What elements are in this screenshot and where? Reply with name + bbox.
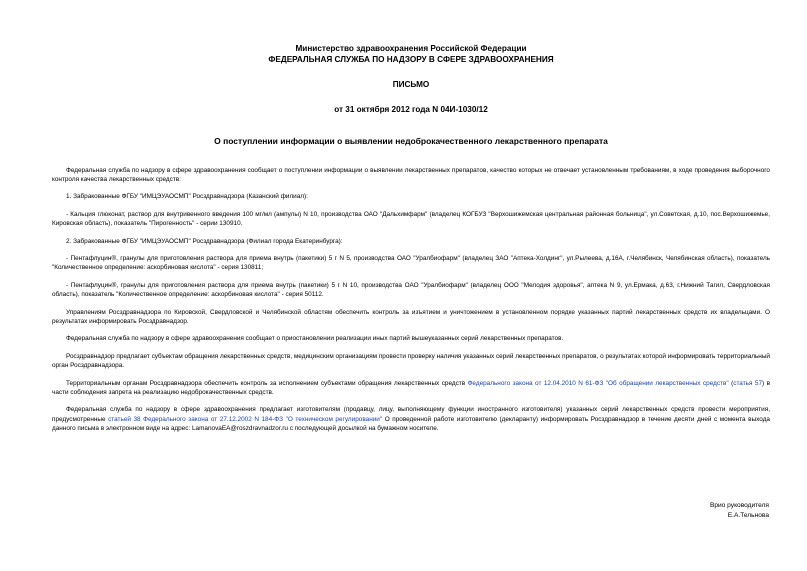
document-type: ПИСЬМО — [392, 80, 430, 89]
text-fragment: ) в части соблюдения запрета на реализацию недоброкачественных средств. — [52, 379, 770, 396]
signature-block — [710, 501, 769, 521]
text-fragment: Федеральная служба по надзору в сфере здравоохранения предлагает изготовителям (продавцу, лицу, выполняющему функции иностранного изготовителя) указанных серий лекарственных средств провести мероприятия, предусмотренные — [52, 406, 770, 423]
ministry-name: Министерство здравоохранения Российской Федерации — [295, 44, 527, 53]
signatory-position: Врио руководителя — [709, 502, 769, 509]
law-184-fz-link[interactable]: статьей 38 Федерального закона от 27.12.2002 N 184-ФЗ "О техническом регулировании" — [108, 415, 383, 423]
paragraph-pentaflucin-10: - Пентафлуцин®, гранулы для приготовления раствора для приема внутрь (пакетики) 5 г N 10, производства ОАО "Уралбиофарм" (владелец ООО "Мелодия здоровья", аптека N 9, ул.Ермака, д.63, г.Нижний Тагил, Свердловская область), показатель "Количественное определение: аскорбиновая кислота" - серия 50112. — [52, 281, 770, 299]
text-fragment: Территориальным органам Росздравнадзора обеспечить контроль за исполнением субъектами обращения лекарственных средств — [66, 379, 468, 387]
paragraph-manufacturer-measures — [52, 405, 770, 433]
law-61-fz-link[interactable]: Федерального закона от 12.04.2010 N 61-ФЗ "Об обращении лекарственных средств" — [467, 379, 729, 387]
paragraph-calcium-gluconate: - Кальция глюконат, раствор для внутривенного введения 100 мг/мл (ампулы) N 10, производства ОАО "Дальхимфарм" (владелец КОГБУЗ "Верхошижемская центральная районная больница", ул.Советская, д.10, пос.Верхошижемье, Кировская область), показатель "Пирогенность" - серии 130910. — [52, 210, 770, 228]
letter-document — [52, 44, 770, 434]
text-fragment: ( — [728, 379, 734, 387]
service-name: ФЕДЕРАЛЬНАЯ СЛУЖБА ПО НАДЗОРУ В СФЕРЕ ЗДРАВООХРАНЕНИЯ — [268, 54, 554, 64]
paragraph-territorial-control — [52, 379, 770, 398]
paragraph-item-2: 2. Забракованные ФГБУ "ИМЦЭУАОСМП" Росздравнадзора (Филиал города Екатеринбурга): — [66, 237, 343, 245]
paragraph-regional-control: Управлениям Росздравнадзора по Кировской, Свердловской и Челябинской областям обеспечить контроль за изъятием и уничтожением в установленном порядке указанных партий лекарственных средств их владельцами. О результатах информировать Росздравнадзор. — [52, 308, 770, 325]
paragraph-item-1: 1. Забракованные ФГБУ "ИМЦЭУАОСМП" Росздравнадзора (Казанский филиал): — [66, 193, 308, 201]
paragraph-pentaflucin-5: - Пентафлуцин®, гранулы для приготовления раствора для приема внутрь (пакетики) 5 г N 5, производства ОАО "Уралбиофарм" (владелец ЗАО "Аптека-Холдинг", ул.Рылеева, д.16А, г.Челябинск, Челябинская область), показатель "Количественное определение: аскорбиновая кислота" - серия 130811; — [52, 254, 770, 272]
paragraph-suspension: Федеральная служба по надзору в сфере здравоохранения сообщает о приостановлении реализации иных партий вышеуказанных серий лекарственных препаратов. — [66, 335, 564, 343]
paragraph-check-proposal: Росздравнадзор предлагает субъектам обращения лекарственных средств, медицинским организациям провести проверку наличия указанных серий лекарственных препаратов, о результатах которой информировать территориальный орган Росздравнадзора. — [52, 352, 770, 370]
paragraph-intro: Федеральная служба по надзору в сфере здравоохранения сообщает о поступлении информации о выявлении лекарственных препаратов, качество которых не отвечает установленным требованиям, в ходе проведения выборочного контроля качества лекарственных средств: — [52, 166, 770, 183]
document-date-number: от 31 октября 2012 года N 04И-1030/12 — [334, 104, 488, 114]
article-57-link[interactable]: статья 57 — [733, 379, 763, 387]
text-fragment: О проведенной работе изготовителю (декларанту) информировать Росздравнадзор в течение десяти дней с момента выхода данного письма в электронном виде на адрес: LamanovaEA@roszdravnadzor.ru с последующей досылкой на бумажном носителе. — [52, 415, 770, 433]
document-subject: О поступлении информации о выявлении недоброкачественного лекарственного препарата — [214, 136, 608, 146]
signatory-name: Е.А.Тельнова — [727, 512, 769, 519]
